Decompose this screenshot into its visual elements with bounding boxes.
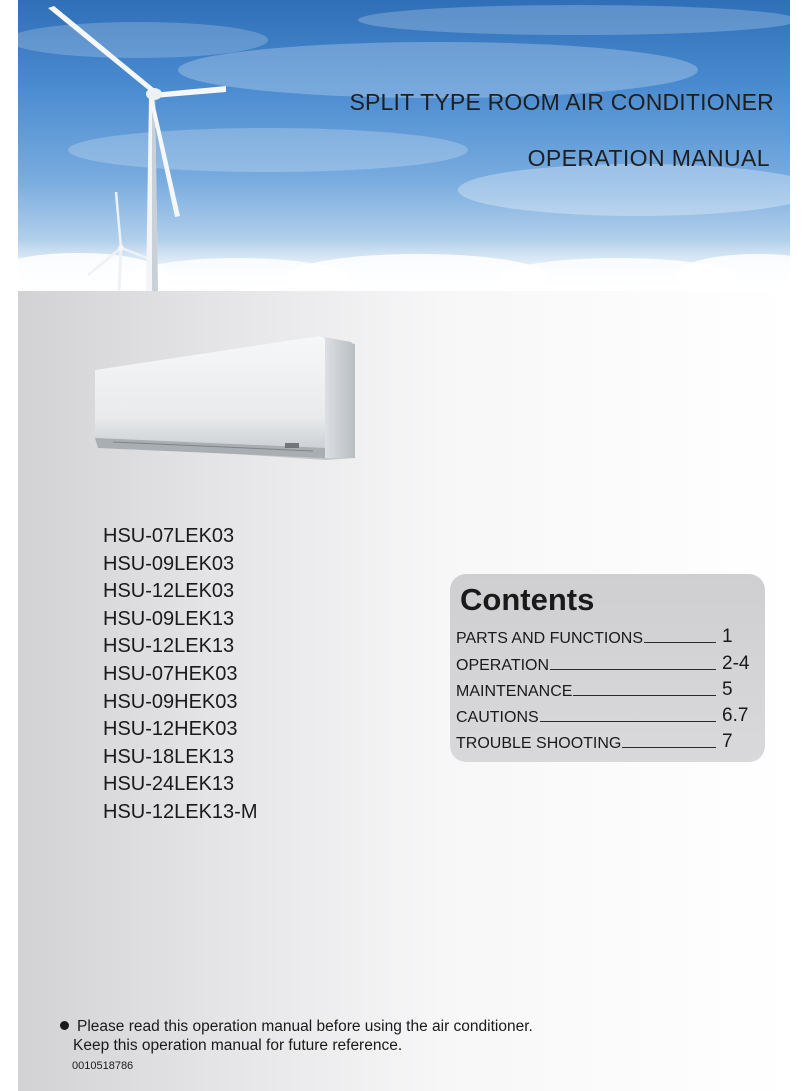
document-code: 0010518786 [72,1060,134,1072]
toc-leader-line [644,642,716,643]
contents-title: Contents [460,582,595,617]
toc-leader-line [550,669,716,670]
document-title: SPLIT TYPE ROOM AIR CONDITIONER [349,89,774,115]
model-item: HSU-12HEK03 [103,718,238,741]
model-item: HSU-07HEK03 [103,662,238,685]
bullet-icon [60,1021,69,1030]
reading-notice [60,1017,533,1055]
notice-line-2: Keep this operation manual for future reference. [73,1037,403,1054]
toc-entry-label: PARTS AND FUNCTIONS [456,630,643,647]
manual-cover-page [18,0,790,1091]
model-item: HSU-09HEK03 [103,690,238,713]
toc-entry-page: 5 [722,679,733,700]
toc-entry-label: CAUTIONS [456,709,539,726]
toc-entry-trouble-shooting[interactable] [456,729,756,753]
model-item: HSU-12LEK13-M [103,800,258,823]
model-item: HSU-18LEK13 [103,745,235,768]
model-item: HSU-12LEK13 [103,635,235,658]
model-item: HSU-07LEK03 [103,525,235,547]
toc-entry-operation[interactable] [456,651,756,675]
toc-entry-maintenance[interactable] [456,677,756,701]
model-item: HSU-09LEK03 [103,552,235,575]
toc-entry-label: TROUBLE SHOOTING [456,735,622,752]
document-subtitle: OPERATION MANUAL [527,145,770,171]
toc-entry-page: 6.7 [722,705,749,726]
toc-entry-cautions[interactable] [456,703,756,727]
toc-entry-page: 7 [722,731,733,752]
toc-entry-page: 1 [722,626,733,647]
toc-entry-label: MAINTENANCE [456,683,573,700]
toc-leader-line [573,695,716,696]
model-list [103,523,258,827]
toc-entry-parts-and-functions[interactable] [456,624,756,648]
toc-entry-page: 2-4 [722,653,750,674]
toc-leader-line [622,747,716,748]
model-item: HSU-12LEK03 [103,580,235,603]
toc-leader-line [540,721,716,722]
model-item: HSU-09LEK13 [103,607,235,630]
model-item: HSU-24LEK13 [103,773,235,796]
notice-line-1: Please read this operation manual before using the air conditioner. [77,1018,533,1035]
toc-entry-label: OPERATION [456,657,550,674]
air-conditioner-icon [93,330,363,465]
table-of-contents [450,574,765,762]
